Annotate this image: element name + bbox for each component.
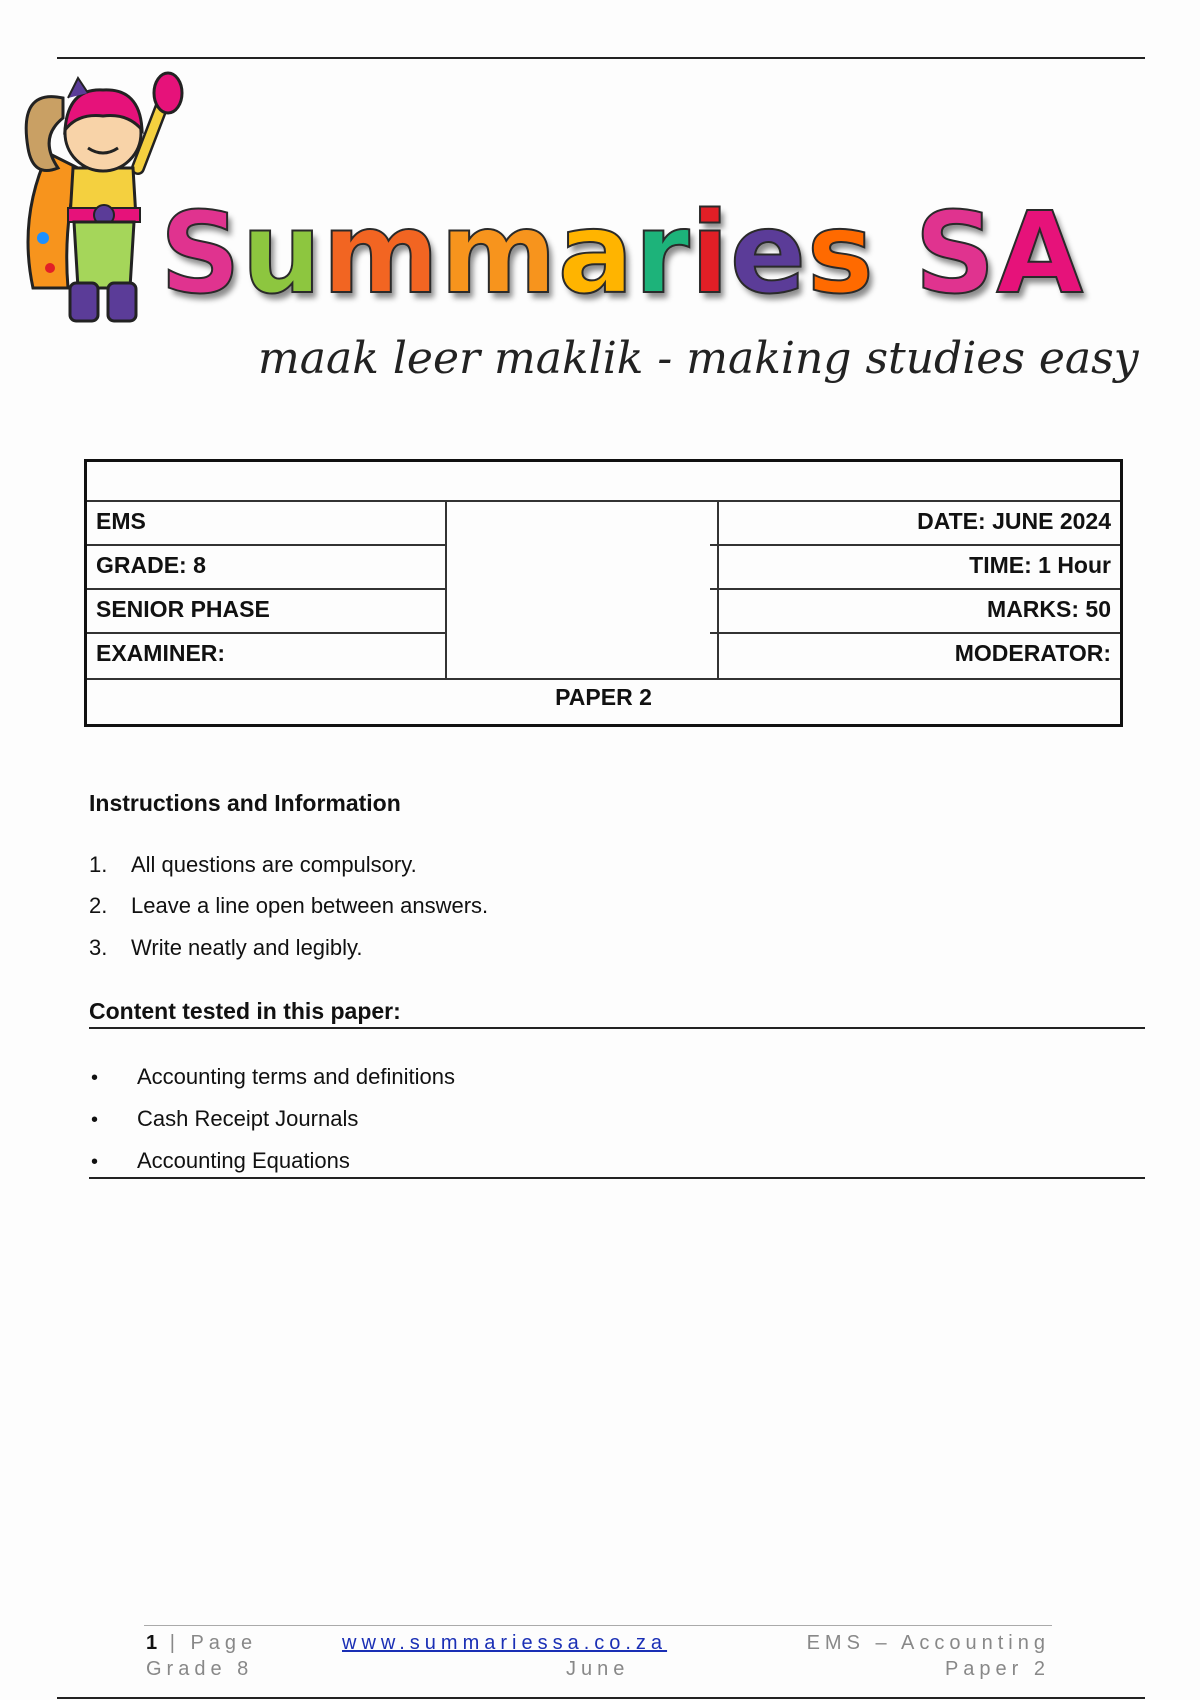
content-top-rule (89, 1027, 1145, 1029)
examiner-cell: EXAMINER: (96, 640, 226, 666)
table-divider (87, 678, 1120, 680)
footer-url-link[interactable]: www.summariessa.co.za (342, 1632, 668, 1654)
table-divider (710, 632, 1120, 634)
phase-cell: SENIOR PHASE (96, 596, 270, 622)
table-divider (87, 588, 447, 590)
table-divider (87, 544, 447, 546)
footer-month: June (566, 1658, 630, 1680)
marks-cell: MARKS: 50 (987, 596, 1111, 622)
grade-cell: GRADE: 8 (96, 552, 206, 578)
instructions-heading: Instructions and Information (89, 790, 401, 816)
content-heading: Content tested in this paper: (89, 998, 401, 1024)
exam-info-table (84, 459, 1123, 727)
footer-subject: EMS – Accounting (806, 1632, 1050, 1654)
footer-grade: Grade 8 (146, 1658, 254, 1680)
content-item: • Cash Receipt Journals (91, 1106, 359, 1131)
table-divider (710, 588, 1120, 590)
instruction-item: 1. All questions are compulsory. (89, 852, 417, 877)
paper-cell: PAPER 2 (555, 684, 652, 710)
time-cell: TIME: 1 Hour (969, 552, 1111, 578)
table-divider (87, 500, 1120, 502)
content-bottom-rule (89, 1177, 1145, 1179)
logo-tagline: maak leer maklik - making studies easy (258, 333, 1139, 384)
moderator-cell: MODERATOR: (954, 640, 1111, 666)
instruction-item: 2. Leave a line open between answers. (89, 893, 489, 918)
footer-page: 1 | Page (146, 1632, 258, 1654)
bottom-rule (57, 1697, 1145, 1699)
table-divider (710, 544, 1120, 546)
date-cell: DATE: JUNE 2024 (917, 508, 1111, 534)
summaries-sa-logo (0, 58, 1200, 384)
subject-cell: EMS (96, 508, 146, 534)
footer-paper: Paper 2 (944, 1658, 1050, 1680)
table-divider (717, 500, 719, 678)
content-item: • Accounting terms and definitions (91, 1064, 455, 1089)
table-divider (445, 500, 447, 678)
content-item: • Accounting Equations (91, 1148, 350, 1173)
instruction-item: 3. Write neatly and legibly. (89, 935, 363, 960)
footer-rule (144, 1625, 1052, 1626)
table-divider (87, 632, 447, 634)
brand-wordmark: Summaries SA (160, 189, 1085, 319)
